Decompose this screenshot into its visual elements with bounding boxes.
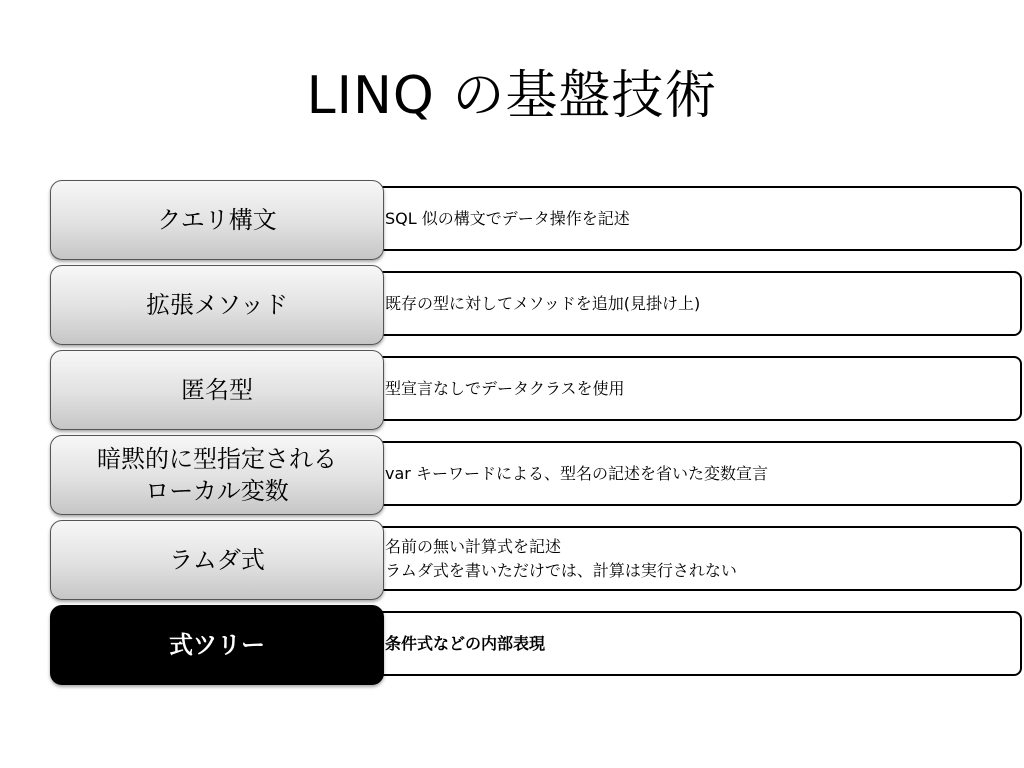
bullet-item bbox=[385, 632, 1020, 656]
description-box bbox=[360, 271, 1022, 336]
concept-row-expression-trees bbox=[50, 605, 976, 690]
term-label: クエリ構文 bbox=[157, 206, 277, 234]
term-label: 拡張メソッド bbox=[145, 291, 289, 319]
bullet-item bbox=[385, 535, 1020, 559]
term-label-line-1: 暗黙的に型指定される bbox=[97, 445, 337, 473]
term-label: 式ツリー bbox=[169, 631, 265, 659]
term-box bbox=[50, 265, 384, 345]
description-box bbox=[360, 526, 1022, 591]
term-label: ラムダ式 bbox=[169, 546, 265, 574]
term-box bbox=[50, 350, 384, 430]
term-box bbox=[50, 435, 384, 515]
bullet-item bbox=[385, 559, 1020, 583]
term-box-highlighted bbox=[50, 605, 384, 685]
concept-row-query-syntax bbox=[50, 180, 976, 265]
concept-row-implicit-local-variables bbox=[50, 435, 976, 520]
bullet-item bbox=[385, 462, 1020, 486]
term-box bbox=[50, 180, 384, 260]
term-label-line-2: ローカル変数 bbox=[145, 477, 289, 505]
concept-row-anonymous-types bbox=[50, 350, 976, 435]
description-box bbox=[360, 611, 1022, 676]
bullet-item bbox=[385, 377, 1020, 401]
bullet-text: ラムダ式を書いただけでは、計算は実行されない bbox=[385, 560, 737, 580]
term-box bbox=[50, 520, 384, 600]
term-label: 匿名型 bbox=[181, 376, 253, 404]
bullet-text: var キーワードによる、型名の記述を省いた変数宣言 bbox=[385, 463, 768, 483]
description-box bbox=[360, 356, 1022, 421]
slide-title: LINQ の基盤技術 bbox=[306, 66, 718, 126]
description-box bbox=[360, 441, 1022, 506]
bullet-text: 名前の無い計算式を記述 bbox=[385, 536, 562, 556]
concept-row-extension-methods bbox=[50, 265, 976, 350]
bullet-text: 既存の型に対してメソッドを追加(見掛け上) bbox=[385, 293, 701, 313]
bullet-text: 条件式などの内部表現 bbox=[385, 633, 546, 653]
concept-table bbox=[50, 180, 976, 690]
description-box bbox=[360, 186, 1022, 251]
concept-row-lambda-expressions bbox=[50, 520, 976, 605]
bullet-item bbox=[385, 207, 1020, 231]
bullet-text: 型宣言なしでデータクラスを使用 bbox=[385, 378, 625, 398]
bullet-text: SQL 似の構文でデータ操作を記述 bbox=[385, 208, 630, 228]
bullet-item bbox=[385, 292, 1020, 316]
